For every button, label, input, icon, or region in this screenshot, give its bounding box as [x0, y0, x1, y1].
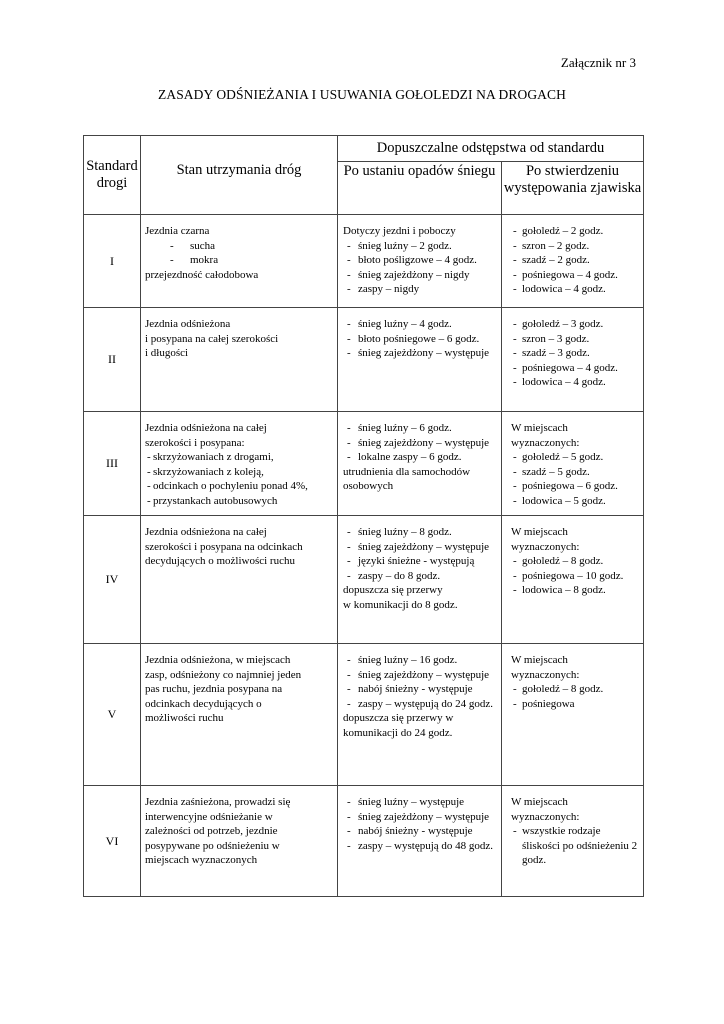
after-snow-item: - śnieg zajeżdżony – występuje	[343, 346, 499, 361]
after-phenomenon-item: - szadź – 2 godz.	[511, 253, 641, 268]
state-description	[141, 412, 338, 516]
after-phenomenon-item: - pośniegowa – 6 godz.	[511, 479, 641, 494]
table-row	[84, 412, 644, 516]
after-snow-item: - śnieg luźny – 16 godz.	[343, 653, 499, 668]
after-phenomenon-item: - gołoledź – 8 godz.	[511, 682, 641, 697]
after-phenomenon-list	[511, 682, 641, 711]
after-snow-cell	[338, 412, 502, 516]
state-line: i długości	[145, 347, 189, 360]
after-phenomenon-line: W miejscach	[511, 654, 568, 666]
after-snow-line: osobowych	[343, 480, 394, 493]
state-line: decydujących o możliwości ruchu	[145, 555, 295, 568]
after-phenomenon-item: - lodowica – 5 godz.	[511, 494, 641, 509]
after-snow-cell	[338, 786, 502, 897]
state-sub-item: - odcinkach o pochyleniu ponad 4%,	[145, 479, 333, 494]
header-deviations: Dopuszczalne odstępstwa od standardu	[338, 136, 644, 162]
table-row	[84, 215, 644, 308]
after-snow-item: - nabój śnieżny - występuje	[343, 682, 499, 697]
state-line: zależności od potrzeb, jezdnie	[145, 825, 278, 838]
after-snow-list	[343, 317, 499, 361]
after-snow-item: - śnieg luźny – 2 godz.	[343, 239, 499, 254]
after-phenomenon-cell	[502, 412, 644, 516]
state-line: Jezdnia odśnieżona na całej	[145, 526, 267, 538]
after-snow-list	[343, 421, 499, 465]
after-phenomenon-item: - pośniegowa	[511, 697, 641, 712]
state-line: i posypana na całej szerokości	[145, 332, 279, 345]
after-snow-cell	[338, 215, 502, 308]
state-line: możliwości ruchu	[145, 712, 224, 725]
state-line: pas ruchu, jezdnia posypana na	[145, 683, 283, 696]
standards-table	[83, 135, 644, 897]
state-line: odcinkach decydujących o	[145, 697, 262, 710]
after-snow-list	[343, 795, 499, 853]
state-sub-item: - mokra	[145, 253, 333, 268]
header-state: Stan utrzymania dróg	[141, 136, 338, 215]
after-phenomenon-list	[511, 317, 641, 390]
after-phenomenon-item: - pośniegowa – 10 godz.	[511, 569, 641, 584]
header-after-snow: Po ustaniu opadów śniegu	[338, 162, 502, 215]
after-snow-list	[343, 525, 499, 583]
standard-number: I	[84, 215, 141, 308]
table-row	[84, 786, 644, 897]
state-sub-item: - sucha	[145, 239, 333, 254]
after-phenomenon-list	[511, 554, 641, 598]
after-snow-item: - błoto pośligzowe – 4 godz.	[343, 253, 499, 268]
after-phenomenon-cell	[502, 215, 644, 308]
after-phenomenon-cell	[502, 644, 644, 786]
state-description	[141, 308, 338, 412]
after-snow-line: dopuszcza się przerwy w	[343, 712, 454, 725]
standard-number: II	[84, 308, 141, 412]
after-phenomenon-cell	[502, 516, 644, 644]
after-snow-item: - zaspy – do 8 godz.	[343, 569, 499, 584]
after-phenomenon-item: - pośniegowa – 4 godz.	[511, 268, 641, 283]
after-snow-cell	[338, 516, 502, 644]
after-phenomenon-list	[511, 224, 641, 297]
after-snow-item: - nabój śnieżny - występuje	[343, 824, 499, 839]
after-snow-line: komunikacji do 24 godz.	[343, 726, 453, 739]
state-description	[141, 644, 338, 786]
after-snow-line: dopuszcza się przerwy	[343, 584, 443, 597]
state-sub-item: - skrzyżowaniach z koleją,	[145, 465, 333, 480]
table-row	[84, 644, 644, 786]
after-snow-line: w komunikacji do 8 godz.	[343, 598, 458, 611]
document-title: ZASADY ODŚNIEŻANIA I USUWANIA GOŁOLEDZI NA DROGACH	[158, 87, 566, 102]
state-line: zasp, odśnieżony co najmniej jeden	[145, 668, 302, 681]
after-phenomenon-line: wyznaczonych:	[511, 436, 580, 449]
after-phenomenon-line: wyznaczonych:	[511, 810, 580, 823]
state-sub-item: - przystankach autobusowych	[145, 494, 333, 509]
header-after-phenomenon: Po stwierdzeniu występowania zjawiska	[502, 162, 644, 215]
after-snow-item: - języki śnieżne - występują	[343, 554, 499, 569]
after-phenomenon-item: - szron – 3 godz.	[511, 332, 641, 347]
after-snow-item: - zaspy – występują do 24 godz.	[343, 697, 499, 712]
after-snow-item: - śnieg luźny – występuje	[343, 795, 499, 810]
after-snow-item: - śnieg zajeżdżony – występuje	[343, 810, 499, 825]
state-description	[141, 215, 338, 308]
after-phenomenon-item: - gołoledź – 2 godz.	[511, 224, 641, 239]
after-phenomenon-item: - wszystkie rodzaje śliskości po odśnieżeniu 2 godz.	[511, 824, 641, 868]
after-phenomenon-line: W miejscach	[511, 526, 568, 538]
after-phenomenon-item: - gołoledź – 8 godz.	[511, 554, 641, 569]
after-snow-item: - zaspy – nigdy	[343, 282, 499, 297]
state-line: Jezdnia odśnieżona, w miejscach	[145, 654, 291, 666]
state-description	[141, 786, 338, 897]
header-standard: Standard drogi	[84, 136, 141, 215]
after-snow-item: - śnieg luźny – 6 godz.	[343, 421, 499, 436]
after-phenomenon-item: - lodowica – 4 godz.	[511, 282, 641, 297]
after-snow-item: - śnieg luźny – 8 godz.	[343, 525, 499, 540]
after-phenomenon-line: W miejscach	[511, 796, 568, 808]
after-phenomenon-line: wyznaczonych:	[511, 668, 580, 681]
after-phenomenon-item: - gołoledź – 5 godz.	[511, 450, 641, 465]
after-phenomenon-item: - pośniegowa – 4 godz.	[511, 361, 641, 376]
after-snow-line: utrudnienia dla samochodów	[343, 465, 471, 478]
standard-number: VI	[84, 786, 141, 897]
annex-label: Załącznik nr 3	[560, 55, 636, 70]
state-line: interwencyjne odśnieżanie w	[145, 810, 273, 823]
after-phenomenon-line: W miejscach	[511, 422, 568, 434]
standard-number: III	[84, 412, 141, 516]
after-phenomenon-line: wyznaczonych:	[511, 540, 580, 553]
after-snow-list	[343, 653, 499, 711]
after-snow-cell	[338, 308, 502, 412]
after-snow-cell	[338, 644, 502, 786]
state-line: przejezdność całodobowa	[145, 268, 259, 281]
state-line: szerokości i posypana na odcinkach	[145, 540, 303, 553]
state-line: posypywane po odśnieżeniu w	[145, 839, 280, 852]
state-description	[141, 516, 338, 644]
state-sub-list	[145, 239, 333, 268]
after-phenomenon-item: - szadź – 5 godz.	[511, 465, 641, 480]
state-line: szerokości i posypana:	[145, 436, 245, 449]
after-snow-item: - śnieg zajeżdżony – występuje	[343, 540, 499, 555]
after-snow-item: - śnieg zajeżdżony – występuje	[343, 436, 499, 451]
after-phenomenon-cell	[502, 308, 644, 412]
after-phenomenon-list	[511, 824, 641, 868]
after-phenomenon-item: - szron – 2 godz.	[511, 239, 641, 254]
after-snow-line: Dotyczy jezdni i poboczy	[343, 225, 456, 237]
after-snow-list	[343, 239, 499, 297]
standard-number: IV	[84, 516, 141, 644]
after-phenomenon-list	[511, 450, 641, 508]
after-snow-item: - zaspy – występują do 48 godz.	[343, 839, 499, 854]
state-line: Jezdnia zaśnieżona, prowadzi się	[145, 796, 291, 808]
table-row	[84, 308, 644, 412]
standard-number: V	[84, 644, 141, 786]
state-line: Jezdnia czarna	[145, 225, 210, 237]
state-line: miejscach wyznaczonych	[145, 854, 258, 867]
after-snow-item: - śnieg luźny – 4 godz.	[343, 317, 499, 332]
after-snow-item: - lokalne zaspy – 6 godz.	[343, 450, 499, 465]
after-snow-item: - błoto pośniegowe – 6 godz.	[343, 332, 499, 347]
after-snow-item: - śnieg zajeżdżony – nigdy	[343, 268, 499, 283]
state-line: Jezdnia odśnieżona na całej	[145, 422, 267, 434]
after-phenomenon-item: - gołoledź – 3 godz.	[511, 317, 641, 332]
state-sub-item: - skrzyżowaniach z drogami,	[145, 450, 333, 465]
after-phenomenon-cell	[502, 786, 644, 897]
table-row	[84, 516, 644, 644]
after-phenomenon-item: - lodowica – 8 godz.	[511, 583, 641, 598]
after-snow-item: - śnieg zajeżdżony – występuje	[343, 668, 499, 683]
state-sub-list	[145, 450, 333, 508]
after-phenomenon-item: - lodowica – 4 godz.	[511, 375, 641, 390]
after-phenomenon-item: - szadź – 3 godz.	[511, 346, 641, 361]
state-line: Jezdnia odśnieżona	[145, 318, 231, 330]
